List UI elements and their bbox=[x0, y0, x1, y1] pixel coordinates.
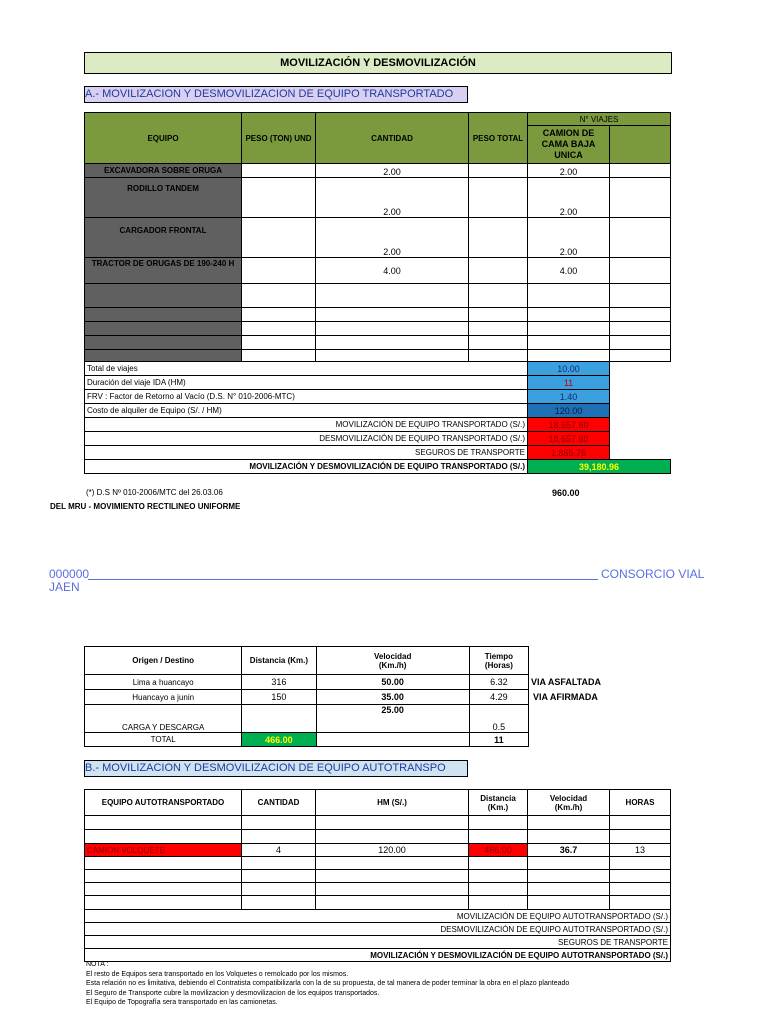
total-label: SEGUROS DE TRANSPORTE bbox=[85, 446, 528, 460]
param-label: Costo de alquiler de Equipo (S/. / HM) bbox=[85, 404, 528, 418]
section-b-heading: B.- MOVILIZACION Y DESMOVILIZACION DE EQUIPO AUTOTRANSPO bbox=[84, 760, 468, 777]
via-label: VIA AFIRMADA bbox=[533, 692, 598, 702]
equipo-name: EXCAVADORA SOBRE ORUGA bbox=[85, 164, 242, 178]
col-cantidad: CANTIDAD bbox=[242, 790, 316, 816]
total-label: DESMOVILIZACIÓN DE EQUIPO AUTOTRANSPORTADO (S/.) bbox=[85, 923, 671, 936]
notes-block bbox=[86, 960, 569, 1008]
tiempo-value: 4.29 bbox=[469, 690, 528, 705]
distancia-value: 316 bbox=[242, 675, 316, 690]
note-line: El Seguro de Transporte cubre la movilizacion y desmovilizacion de los equipos transportados. bbox=[86, 989, 380, 997]
col-velocidad: Velocidad (Km./h) bbox=[528, 790, 610, 816]
mru-note: DEL MRU - MOVIMIENTO RECTILINEO UNIFORME bbox=[50, 502, 241, 511]
col-tiempo: Tiempo (Horas) bbox=[469, 647, 528, 675]
origen-value: Huancayo a junin bbox=[85, 690, 242, 705]
notes-title: NOTA : bbox=[86, 961, 109, 968]
total-value: 18,657.60 bbox=[528, 418, 610, 432]
equipment-table bbox=[84, 112, 671, 474]
origen-value: Lima a huancayo bbox=[85, 675, 242, 690]
tiempo-value: 6.32 bbox=[469, 675, 528, 690]
footnote: (*) D.S Nº 010-2006/MTC del 26.03.06 bbox=[86, 488, 223, 497]
col-origen: Origen / Destino bbox=[85, 647, 242, 675]
param-value: 120.00 bbox=[528, 404, 610, 418]
origen-value: CARGA Y DESCARGA bbox=[85, 705, 242, 733]
total-value: 1,865.76 bbox=[528, 446, 610, 460]
velocidad-value: 25.00 bbox=[316, 705, 469, 733]
param-value: 10.00 bbox=[528, 362, 610, 376]
param-label: Total de viajes bbox=[85, 362, 528, 376]
col-peso-und: PESO (TON) UND bbox=[242, 113, 316, 164]
autotransport-table bbox=[84, 789, 671, 962]
total-label: SEGUROS DE TRANSPORTE bbox=[85, 936, 671, 949]
param-row bbox=[85, 404, 671, 418]
cantidad-value: 2.00 bbox=[316, 164, 469, 178]
grand-total-row bbox=[85, 460, 671, 474]
param-row bbox=[85, 362, 671, 376]
page-title: MOVILIZACIÓN Y DESMOVILIZACIÓN bbox=[84, 52, 672, 74]
col-distancia: Distancia (Km.) bbox=[242, 647, 316, 675]
cantidad-value: 2.00 bbox=[316, 218, 469, 258]
distancia-value: 150 bbox=[242, 690, 316, 705]
distancia-value: 466.00 bbox=[469, 844, 528, 857]
route-total-label: TOTAL bbox=[85, 733, 242, 747]
table-row bbox=[85, 164, 671, 178]
signature-left: 000000 bbox=[49, 567, 90, 581]
signature-line bbox=[88, 579, 598, 580]
velocidad-value: 50.00 bbox=[316, 675, 469, 690]
table-row bbox=[85, 178, 671, 218]
equipo-auto-name: CAMION VOLQUETE bbox=[85, 844, 242, 857]
note-line: El Equipo de Topografía sera transportado en las camionetas. bbox=[86, 999, 278, 1006]
total-row bbox=[85, 910, 671, 923]
section-a-heading: A.- MOVILIZACION Y DESMOVILIZACION DE EQUIPO TRANSPORTADO bbox=[84, 86, 468, 103]
total-row bbox=[85, 418, 671, 432]
note-line: Esta relación no es limitativa, debiendo el Contratista compatibilizarla con la de su propuesta, de tal manera de poder terminar la obra en el plazo planteado bbox=[86, 980, 570, 987]
col-equipo: EQUIPO bbox=[85, 113, 242, 164]
col-equipo-auto: EQUIPO AUTOTRANSPORTADO bbox=[85, 790, 242, 816]
grand-total-value: 39,180.96 bbox=[528, 460, 671, 474]
cantidad-value: 2.00 bbox=[316, 178, 469, 218]
via-label: VIA ASFALTADA bbox=[531, 677, 601, 687]
col-hm: HM (S/.) bbox=[316, 790, 469, 816]
note-line: El resto de Equipos sera transportado en los Volquetes o remolcado por los mismos. bbox=[86, 970, 349, 978]
table-row bbox=[85, 705, 529, 733]
route-table bbox=[84, 646, 529, 747]
table-row bbox=[85, 844, 671, 857]
equipo-name: RODILLO TANDEM bbox=[85, 178, 242, 218]
table-row bbox=[85, 675, 529, 690]
col-camion: CAMION DE CAMA BAJA UNICA bbox=[528, 126, 610, 164]
col-distancia: Distancia (Km.) bbox=[469, 790, 528, 816]
param-row bbox=[85, 376, 671, 390]
col-cantidad: CANTIDAD bbox=[316, 113, 469, 164]
equipo-name: CARGADOR FRONTAL bbox=[85, 218, 242, 258]
total-row bbox=[85, 923, 671, 936]
viajes-value: 2.00 bbox=[528, 218, 610, 258]
param-row bbox=[85, 390, 671, 404]
viajes-value: 4.00 bbox=[528, 258, 610, 284]
col-n-viajes: N° VIAJES bbox=[528, 113, 671, 126]
route-total-row bbox=[85, 733, 529, 747]
grand-total-label: MOVILIZACIÓN Y DESMOVILIZACIÓN DE EQUIPO AUTOTRANSPORTADO (S/.) bbox=[85, 949, 671, 962]
param-value: 1.40 bbox=[528, 390, 610, 404]
total-label: DESMOVILIZACIÓN DE EQUIPO TRANSPORTADO (S/.) bbox=[85, 432, 528, 446]
signature-wrap: JAEN bbox=[49, 580, 80, 594]
equipo-name: TRACTOR DE ORUGAS DE 190-240 H bbox=[85, 258, 242, 284]
route-total-distancia: 466.00 bbox=[242, 733, 316, 747]
col-peso-total: PESO TOTAL bbox=[469, 113, 528, 164]
col-velocidad: Velocidad (Km./h) bbox=[316, 647, 469, 675]
signature-right: CONSORCIO VIAL bbox=[601, 567, 705, 581]
total-row bbox=[85, 936, 671, 949]
hm-value: 120.00 bbox=[316, 844, 469, 857]
table-row bbox=[85, 690, 529, 705]
cantidad-value: 4 bbox=[242, 844, 316, 857]
col-horas: HORAS bbox=[610, 790, 671, 816]
param-label: Duración del viaje IDA (HM) bbox=[85, 376, 528, 390]
velocidad-value: 35.00 bbox=[316, 690, 469, 705]
cantidad-value: 4.00 bbox=[316, 258, 469, 284]
viajes-value: 2.00 bbox=[528, 178, 610, 218]
footnote-value: 960.00 bbox=[552, 488, 580, 498]
total-label: MOVILIZACIÓN DE EQUIPO TRANSPORTADO (S/.) bbox=[85, 418, 528, 432]
table-row bbox=[85, 218, 671, 258]
param-value: 11 bbox=[528, 376, 610, 390]
param-label: FRV : Factor de Retorno al Vacío (D.S. N° 010-2006-MTC) bbox=[85, 390, 528, 404]
total-row bbox=[85, 446, 671, 460]
tiempo-value: 0.5 bbox=[469, 705, 528, 733]
velocidad-value: 36.7 bbox=[528, 844, 610, 857]
table-row bbox=[85, 258, 671, 284]
total-label: MOVILIZACIÓN DE EQUIPO AUTOTRANSPORTADO (S/.) bbox=[85, 910, 671, 923]
total-row bbox=[85, 432, 671, 446]
horas-value: 13 bbox=[610, 844, 671, 857]
viajes-value: 2.00 bbox=[528, 164, 610, 178]
grand-total-label: MOVILIZACIÓN Y DESMOVILIZACIÓN DE EQUIPO TRANSPORTADO (S/.) bbox=[85, 460, 528, 474]
route-total-tiempo: 11 bbox=[469, 733, 528, 747]
total-value: 18,657.60 bbox=[528, 432, 610, 446]
